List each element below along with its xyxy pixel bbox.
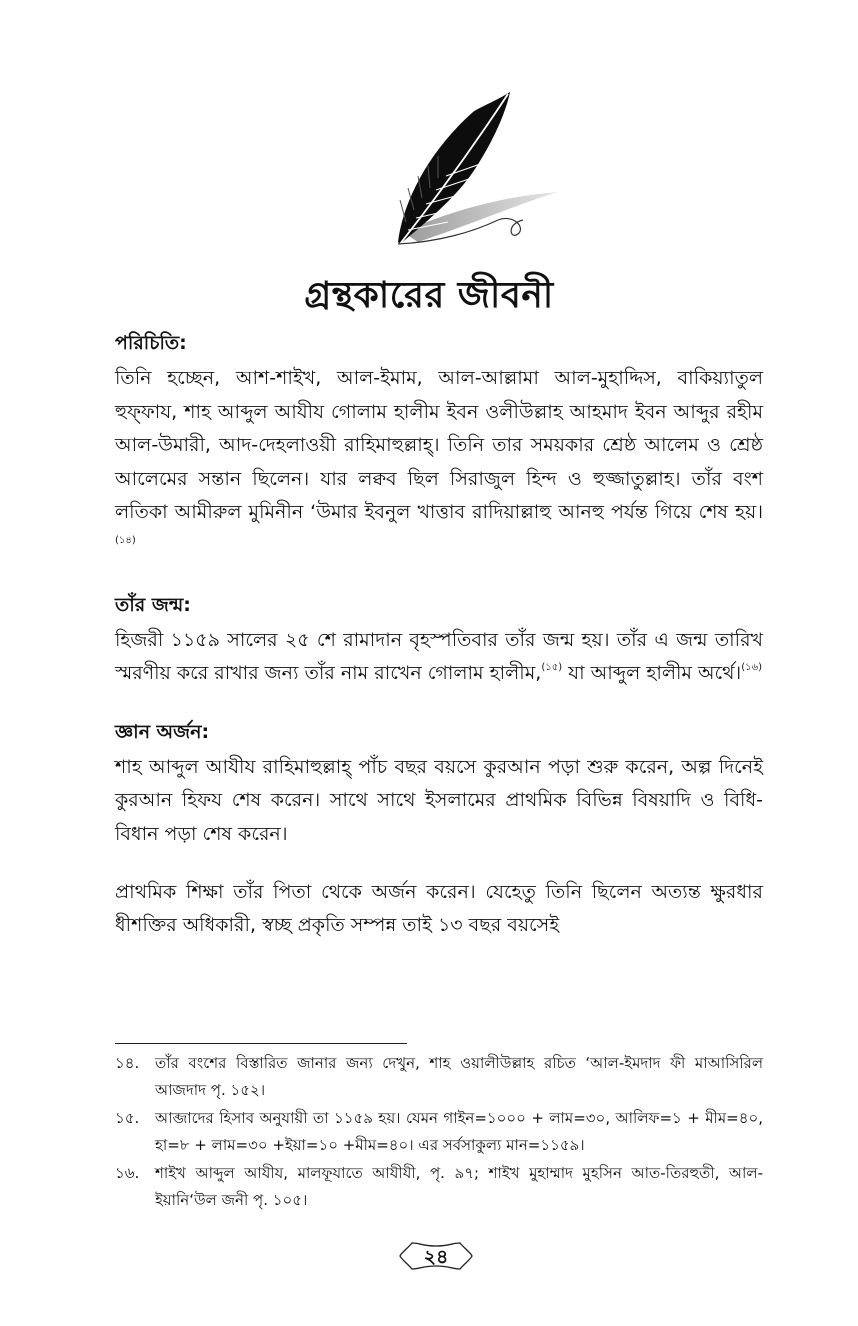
footnote-text: আব্জাদের হিসাব অনুযায়ী তা ১১৫৯ হয়। যেমন গাইন=১০০০ + লাম=৩০, আলিফ=১ + মীম=৪০, হা=৮ + লাম=৩০ +ইয়া=১০ +মীম=৪০। এর সর্বসাকুল্য মান=১১৫৯। [155, 1109, 763, 1154]
footnote-ref[interactable]: (১৪) [115, 534, 136, 546]
footnote-item [115, 1050, 763, 1104]
section-birth [115, 588, 763, 691]
paragraph [115, 624, 763, 691]
footnote-number: ১৬. [115, 1164, 140, 1182]
footnote-text: শাইখ আব্দুল আযীয, মালফূযাতে আযীযী, পৃ. ৯৭; শাইখ মুহাম্মাদ মুহসিন আত-তিরহুতী, আল-ইয়ানি‘উল জনী পৃ. ১০৫। [155, 1164, 763, 1209]
page-number: ২৪ [423, 1246, 449, 1268]
main-content [115, 326, 763, 967]
section-introduction [115, 326, 763, 564]
paragraph: প্রাথমিক শিক্ষা তাঁর পিতা থেকে অর্জন করেন। যেহেতু তিনি ছিলেন অত্যন্ত ক্ষুরধার ধীশক্তির অধিকারী, স্বচ্ছ প্রকৃতি সম্পন্ন তাই ১৩ বছর বয়সেই [115, 880, 763, 937]
paragraph: শাহ আব্দুল আযীয রাহিমাহুল্লাহ্ পাঁচ বছর বয়সে কুরআন পড়া শুরু করেন, অল্প দিনেই কুরআন হিফয শেষ করেন। সাথে সাথে ইসলামের প্রাথমিক বিভিন্ন বিষয়াদি ও বিধি-বিধান পড়া শেষ করেন। [115, 755, 763, 845]
paragraph-text: হিজরী ১১৫৯ সালের ২৫ শে রামাদান বৃহস্পতিবার তাঁর জন্ম হয়। তাঁর এ জন্ম তারিখ স্মরণীয় করে রাখার জন্য তাঁর নাম রাখেন গোলাম হালীম, [115, 628, 763, 685]
footnotes [115, 1050, 763, 1215]
footnote-ref[interactable]: (১৬) [741, 662, 763, 674]
footnote-item [115, 1105, 763, 1159]
chapter-title: গ্রন্থকারের জীবনী [304, 275, 554, 316]
paragraph-text: তিনি হচ্ছেন, আশ-শাইখ, আল-ইমাম, আল-আল্লামা আল-মুহাদ্দিস, বাকিয়্যাতুল হুফ্ফায, শাহ আব্দুল আযীয গোলাম হালীম ইবন ওলীউল্লাহ আহমাদ ইবন আব্দুর রহীম আল-উমারী, আদ-দেহলাওয়ী রাহিমাহুল্লাহ্। তিনি তার সময়কার শ্রেষ্ঠ আলেম ও শ্রেষ্ঠ আলেমের সন্তান ছিলেন। যার লক্বব ছিল সিরাজুল হিন্দ ও হুজ্জাতুল্লাহ। তাঁর বংশ লতিকা আমীরুল মুমিনীন ‘উমার ইবনুল খাত্তাব রাদিয়াল্লাহু আনহু পর্যন্ত গিয়ে শেষ হয়। [115, 367, 763, 524]
paragraph-text: যা আব্দুল হালীম অর্থে। [562, 662, 742, 685]
page-number-badge [398, 1240, 474, 1272]
section-heading: তাঁর জন্ম: [115, 593, 191, 616]
footnote-text: তাঁর বংশের বিস্তারিত জানার জন্য দেখুন, শাহ ওয়ালীউল্লাহ রচিত ‘আল-ইমদাদ ফী মাআসিরিল আজদাদ পৃ. ১৫২। [155, 1054, 763, 1099]
section-heading: পরিচিতি: [115, 332, 187, 354]
section-education [115, 715, 763, 943]
footnote-number: ১৫. [115, 1109, 140, 1127]
paragraph [115, 362, 763, 564]
quill-feather-icon [378, 92, 578, 267]
section-heading: জ্ঞান অর্জন: [115, 720, 210, 743]
footnote-ref[interactable]: (১৫) [541, 662, 563, 674]
footnote-divider [115, 1043, 407, 1044]
footnote-item [115, 1160, 763, 1214]
footnote-number: ১৪. [115, 1054, 140, 1072]
